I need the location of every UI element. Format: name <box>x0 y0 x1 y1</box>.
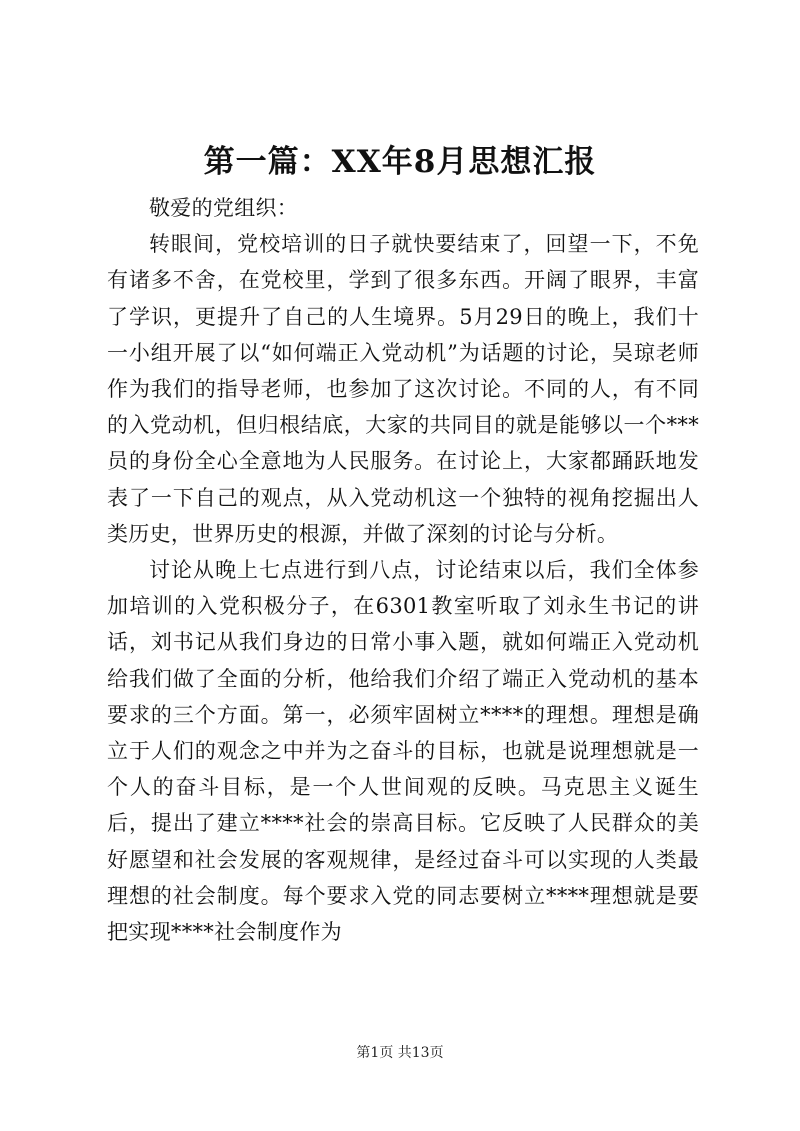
document-title: 第一篇：XX年8月思想汇报 <box>203 144 597 180</box>
paragraph-2: 讨论从晚上七点进行到八点，讨论结束以后，我们全体参加培训的入党积极分子，在6301教室听取了刘永生书记的讲话，刘书记从我们身边的日常小事入题，就如何端正入党动机给我们做了全面的分析，他给我们介绍了端正入党动机的基本要求的三个方面。第一，必须牢固树立****的理想。理想是确立于人们的观念之中并为之奋斗的目标，也就是说理想就是一个人的奋斗目标，是一个人世间观的反映。马克思主义诞生后，提出了建立****社会的崇高目标。它反映了人民群众的美好愿望和社会发展的客观规律，是经过奋斗可以实现的人类最理想的社会制度。每个要求入党的同志要树立****理想就是要把实现****社会制度作为 <box>107 558 699 945</box>
paragraph-1: 转眼间，党校培训的日子就快要结束了，回望一下，不免有诸多不舍，在党校里，学到了很多东西。开阔了眼界，丰富了学识，更提升了自己的人生境界。5月29日的晚上，我们十一小组开展了以“如何端正入党动机”为话题的讨论，吴琼老师作为我们的指导老师，也参加了这次讨论。不同的人，有不同的入党动机，但归根结底，大家的共同目的就是能够以一个***员的身份全心全意地为人民服务。在讨论上，大家都踊跃地发表了一下自己的观点，从入党动机这一个独特的视角挖掘出人类历史，世界历史的根源，并做了深刻的讨论与分析。 <box>107 232 699 546</box>
document-body <box>107 190 699 950</box>
salutation: 敬爱的党组织： <box>149 196 299 220</box>
page-footer: 第1页 共13页 <box>356 1045 444 1061</box>
